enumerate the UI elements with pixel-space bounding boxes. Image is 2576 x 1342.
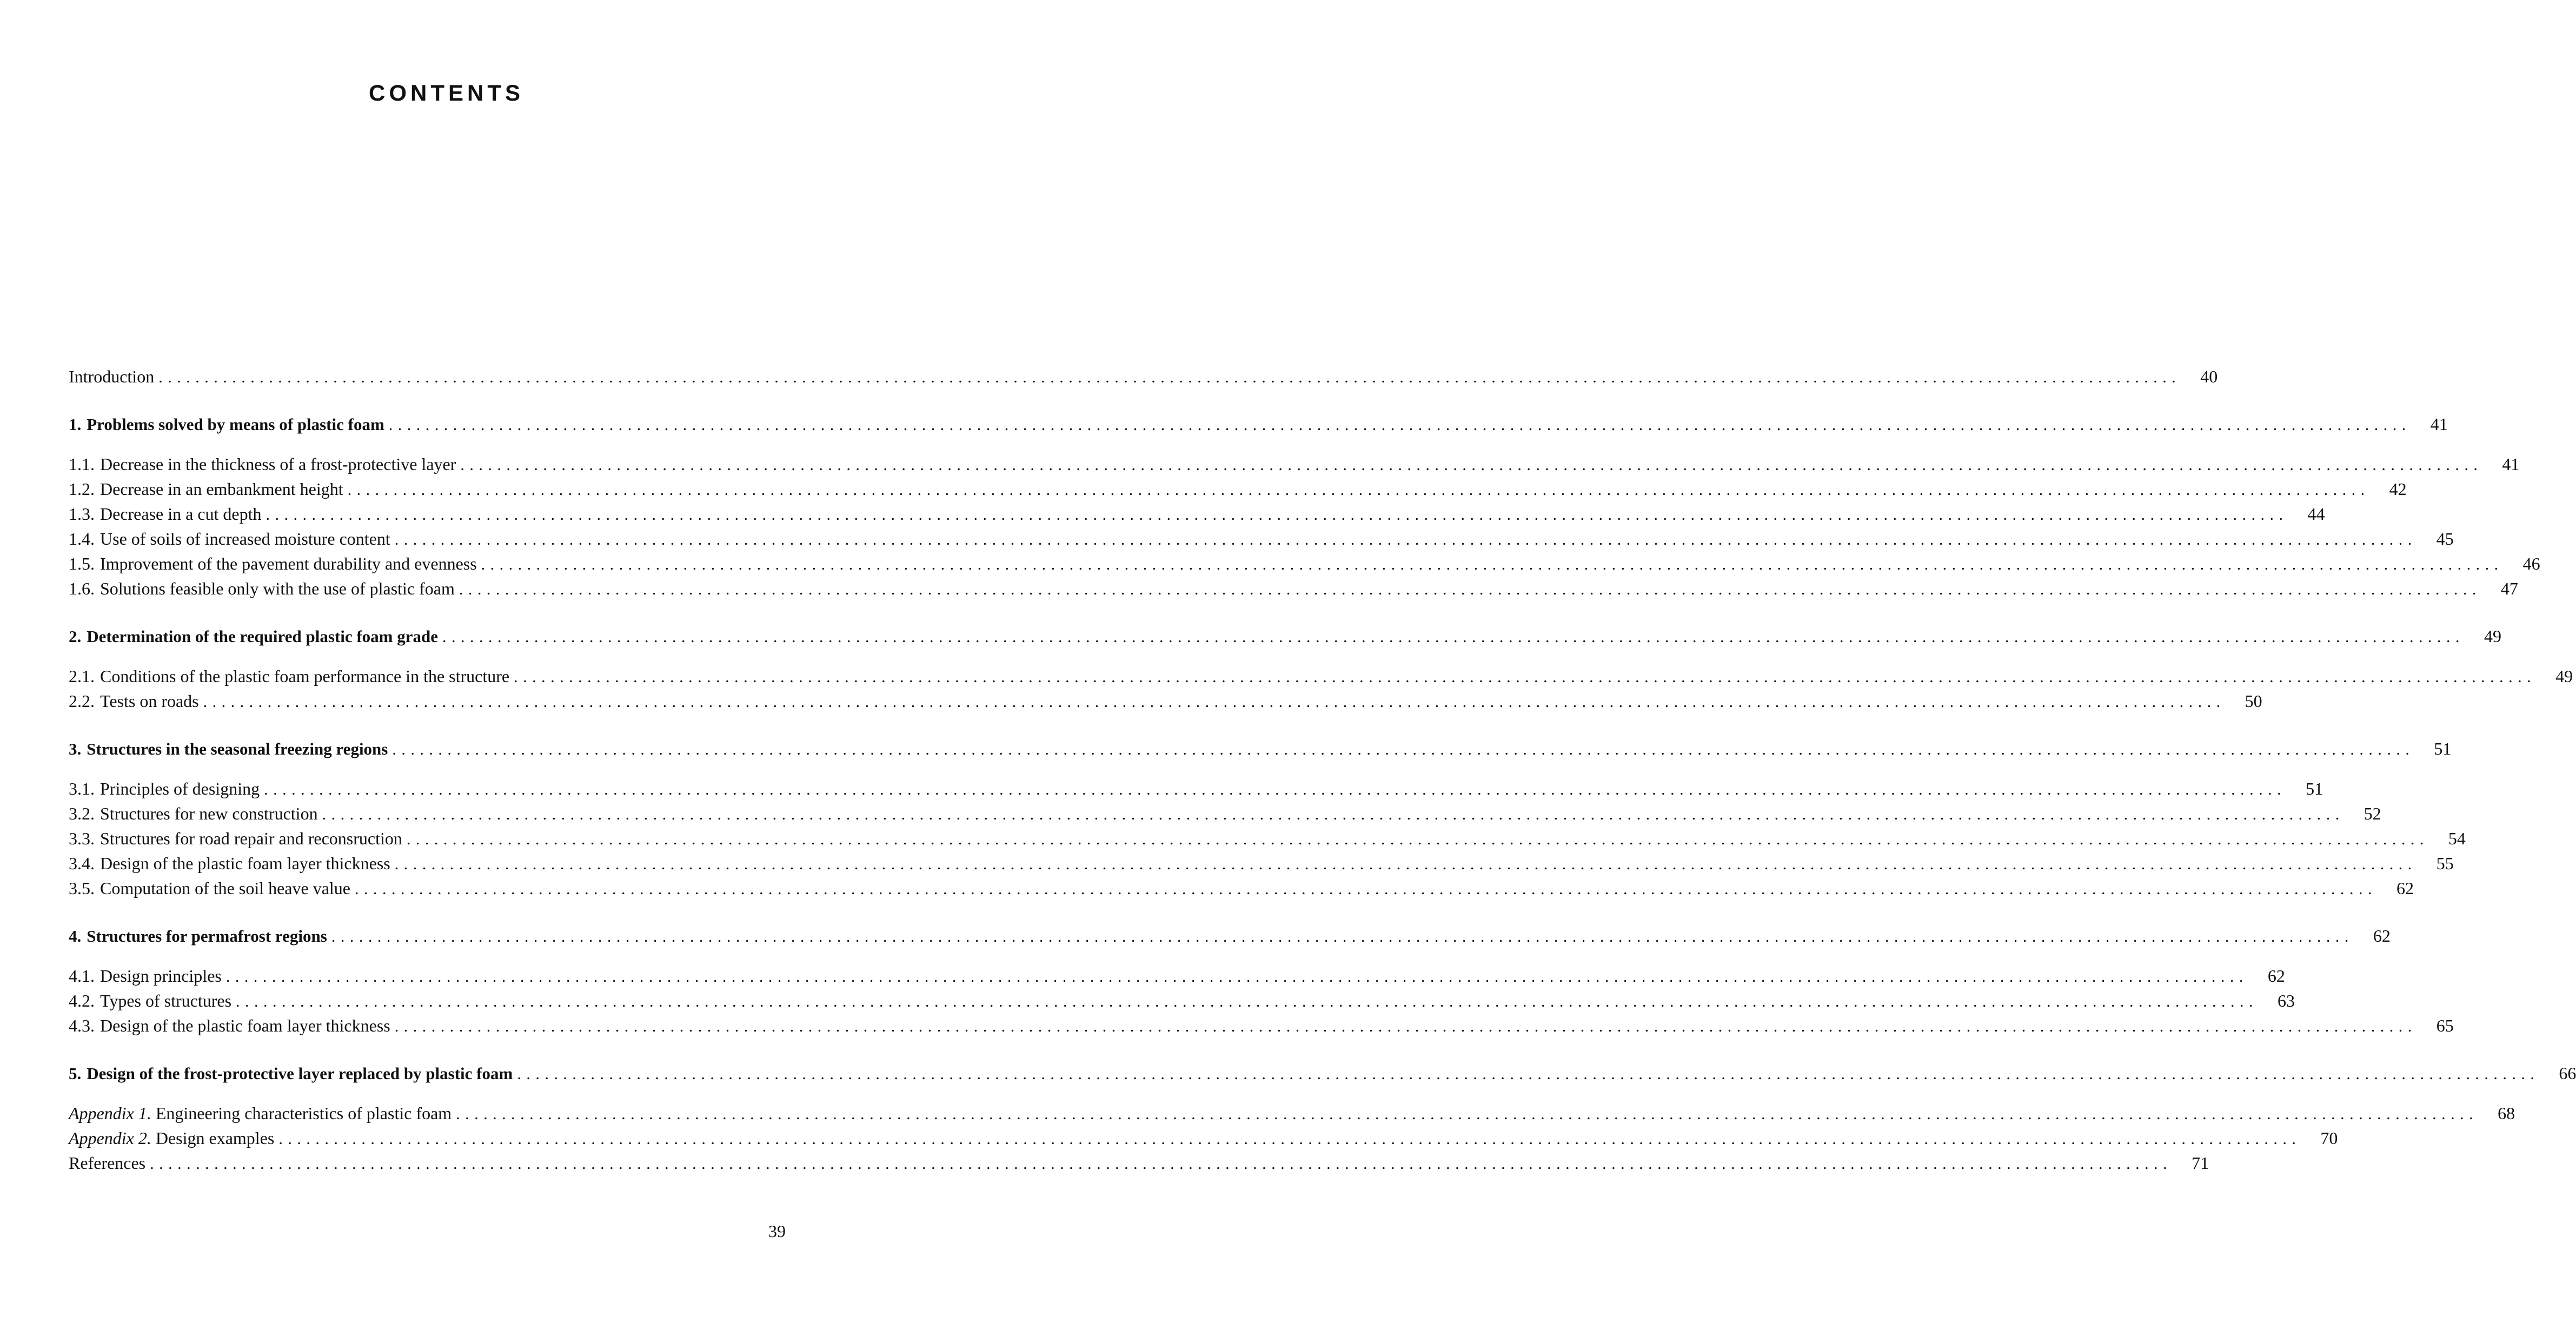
entry-title: Design examples	[155, 1128, 275, 1148]
toc-entry[interactable]	[69, 1101, 2515, 1125]
page-ref: 47	[2500, 579, 2518, 598]
toc-entry-label	[69, 737, 388, 761]
section-number: 4.1.	[69, 966, 95, 986]
toc-entry-label	[69, 365, 154, 388]
toc-entry-label	[69, 527, 390, 551]
entry-title: Conditions of the plastic foam performance in the structure	[100, 666, 510, 686]
entry-title: Design of the plastic foam layer thickness	[100, 854, 390, 873]
toc-entry[interactable]	[69, 737, 2452, 761]
section-number: 2.	[69, 627, 82, 646]
toc-entry[interactable]	[69, 876, 2414, 900]
section-number: 1.6.	[69, 579, 95, 598]
dot-leader: ............................................................................................................................................................................................................................	[460, 456, 2483, 474]
page-ref: 52	[2363, 804, 2381, 823]
section-number: 1.2.	[69, 479, 95, 499]
toc-entry[interactable]	[69, 1151, 2209, 1175]
entry-title: Computation of the soil heave value	[100, 878, 350, 898]
dot-leader: ............................................................................................................................................................................................................................	[203, 693, 2226, 711]
page-ref: 62	[2267, 966, 2285, 986]
page-ref: 45	[2436, 529, 2454, 548]
page-ref: 44	[2307, 504, 2325, 524]
entry-title: Design principles	[100, 966, 222, 986]
toc-entry-label	[69, 1062, 513, 1086]
entry-title: Decrease in a cut depth	[100, 504, 262, 524]
toc-entry[interactable]	[69, 624, 2502, 648]
toc-entry-label	[69, 413, 384, 437]
entry-title: Problems solved by means of plastic foam	[87, 415, 384, 434]
page-ref: 63	[2278, 991, 2295, 1010]
toc-entry-label	[69, 1014, 390, 1037]
entry-title: Design of the plastic foam layer thickness	[100, 1016, 390, 1035]
section-number: 4.3.	[69, 1016, 95, 1035]
toc-entry-label	[69, 452, 456, 476]
page-number: 39	[768, 1221, 786, 1241]
toc-entry[interactable]	[69, 802, 2381, 825]
toc-entry-label	[69, 477, 343, 501]
entry-title: Design of the frost-protective layer replaced by plastic foam	[87, 1064, 513, 1083]
section-number: 3.3.	[69, 829, 95, 848]
page-ref: 55	[2436, 854, 2454, 873]
dot-leader: ............................................................................................................................................................................................................................	[236, 993, 2259, 1010]
entry-title: Structures for permafrost regions	[87, 927, 327, 946]
toc-entry-label	[69, 851, 390, 875]
dot-leader: ............................................................................................................................................................................................................................	[392, 741, 2415, 758]
dot-leader: ............................................................................................................................................................................................................................	[225, 968, 2248, 986]
section-number: 3.	[69, 739, 82, 758]
entry-title: Determination of the required plastic foam grade	[87, 627, 439, 646]
page-ref: 49	[2484, 626, 2502, 646]
toc-entry-label	[69, 625, 438, 649]
dot-leader: ............................................................................................................................................................................................................................	[394, 855, 2417, 873]
dot-leader: ............................................................................................................................................................................................................................	[394, 531, 2417, 548]
page-ref: 54	[2448, 829, 2466, 848]
toc-entry-label	[69, 777, 260, 801]
section-number: 1.1.	[69, 454, 95, 474]
page-ref: 71	[2192, 1153, 2209, 1173]
entry-title: Solutions feasible only with the use of plastic foam	[100, 579, 455, 598]
toc-entry[interactable]	[69, 577, 2518, 600]
entry-title: Engineering characteristics of plastic foam	[155, 1103, 452, 1123]
toc-entry[interactable]	[69, 1126, 2338, 1150]
page-ref: 40	[2200, 367, 2218, 386]
section-number: 1.5.	[69, 554, 95, 573]
toc-entry-label	[69, 577, 455, 600]
section-number: 3.1.	[69, 779, 95, 798]
toc-entry-label	[69, 876, 350, 900]
toc-entry-label	[69, 1126, 274, 1150]
dot-leader: ............................................................................................................................................................................................................................	[265, 506, 2288, 524]
toc-entry-label	[69, 827, 402, 850]
toc-entry[interactable]	[69, 477, 2407, 501]
dot-leader: ............................................................................................................................................................................................................................	[517, 1065, 2540, 1083]
page-ref: 41	[2502, 454, 2520, 474]
toc-entry[interactable]	[69, 452, 2520, 476]
section-number: 1.4.	[69, 529, 95, 548]
section-number: 2.1.	[69, 666, 95, 686]
section-number: 4.2.	[69, 991, 95, 1010]
toc-entry-label	[69, 802, 318, 825]
entry-title: Structures for new construction	[100, 804, 318, 823]
toc-entry[interactable]	[69, 689, 2262, 713]
section-number: 4.	[69, 927, 82, 946]
page-ref: 46	[2522, 554, 2540, 573]
dot-leader: ............................................................................................................................................................................................................................	[322, 805, 2345, 823]
section-number: 5.	[69, 1064, 82, 1083]
dot-leader: ............................................................................................................................................................................................................................	[355, 880, 2377, 898]
toc-entry-label	[69, 1151, 145, 1175]
toc-entry[interactable]	[69, 412, 2448, 436]
toc-entry[interactable]	[69, 777, 2323, 801]
section-number: 1.3.	[69, 504, 95, 524]
entry-title: Structures for road repair and reconsruction	[100, 829, 402, 848]
dot-leader: ............................................................................................................................................................................................................................	[278, 1130, 2301, 1148]
toc-entry-label	[69, 924, 327, 948]
toc-entry[interactable]	[69, 365, 2218, 388]
toc-entry[interactable]	[69, 851, 2454, 875]
dot-leader: ............................................................................................................................................................................................................................	[456, 1105, 2479, 1123]
entry-title: Structures in the seasonal freezing regions	[87, 739, 388, 758]
entry-title: Decrease in the thickness of a frost-protective layer	[100, 454, 456, 474]
toc-entry[interactable]	[69, 502, 2325, 526]
page-ref: 42	[2389, 479, 2407, 499]
section-number: 3.2.	[69, 804, 95, 823]
toc-entry-label	[69, 989, 231, 1013]
page-ref: 66	[2559, 1063, 2576, 1083]
section-number: 3.5.	[69, 878, 95, 898]
dot-leader: ............................................................................................................................................................................................................................	[264, 781, 2287, 798]
page-ref: 51	[2434, 739, 2452, 758]
toc-entry[interactable]	[69, 527, 2454, 551]
entry-title: Principles of designing	[100, 779, 260, 798]
toc-entry-label	[69, 689, 199, 713]
page-ref: 49	[2555, 666, 2573, 686]
section-number: 2.2.	[69, 691, 95, 711]
toc-entry-label	[69, 964, 222, 988]
entry-title: Use of soils of increased moisture content	[100, 529, 390, 548]
page-ref: 65	[2436, 1016, 2454, 1035]
toc-entry-label	[69, 664, 509, 688]
entry-title: Decrease in an embankment height	[100, 479, 343, 499]
entry-title: Introduction	[69, 367, 155, 386]
toc-entry[interactable]	[69, 1061, 2576, 1085]
dot-leader: ............................................................................................................................................................................................................................	[481, 556, 2504, 573]
page-ref: 41	[2430, 414, 2448, 434]
toc-entry-label	[69, 502, 262, 526]
dot-leader: ............................................................................................................................................................................................................................	[459, 580, 2481, 598]
toc-entry[interactable]	[69, 924, 2391, 948]
toc-entry[interactable]	[69, 989, 2295, 1013]
section-number: 1.	[69, 415, 82, 434]
page-ref: 51	[2306, 779, 2323, 798]
toc-entry[interactable]	[69, 664, 2573, 688]
appendix-label: Appendix 1.	[69, 1103, 151, 1123]
entry-title: Improvement of the pavement durability and evenness	[100, 554, 477, 573]
toc-entry-label	[69, 552, 477, 576]
toc-entry-label	[69, 1101, 452, 1125]
appendix-label: Appendix 2.	[69, 1128, 151, 1148]
toc-entry[interactable]	[69, 552, 2540, 576]
dot-leader: ............................................................................................................................................................................................................................	[388, 416, 2411, 434]
page-ref: 62	[2373, 926, 2391, 946]
dot-leader: ............................................................................................................................................................................................................................	[331, 928, 2354, 946]
dot-leader: ............................................................................................................................................................................................................................	[394, 1017, 2417, 1035]
dot-leader: ............................................................................................................................................................................................................................	[150, 1155, 2173, 1173]
section-number: 3.4.	[69, 854, 95, 873]
page-ref: 50	[2245, 691, 2262, 711]
dot-leader: ............................................................................................................................................................................................................................	[158, 368, 2181, 386]
page-ref: 68	[2498, 1103, 2515, 1123]
dot-leader: ............................................................................................................................................................................................................................	[347, 481, 2370, 499]
dot-leader: ............................................................................................................................................................................................................................	[514, 668, 2537, 686]
page-ref: 62	[2396, 878, 2414, 898]
toc-entry[interactable]	[69, 964, 2285, 988]
dot-leader: ............................................................................................................................................................................................................................	[442, 628, 2465, 646]
entry-title: Tests on roads	[100, 691, 199, 711]
dot-leader: ............................................................................................................................................................................................................................	[406, 830, 2429, 848]
page-title: CONTENTS	[369, 80, 524, 105]
toc-entry[interactable]	[69, 1014, 2454, 1037]
entry-title: Types of structures	[100, 991, 232, 1010]
entry-title: References	[69, 1153, 146, 1173]
toc-entry[interactable]	[69, 827, 2466, 850]
page-ref: 70	[2320, 1128, 2338, 1148]
